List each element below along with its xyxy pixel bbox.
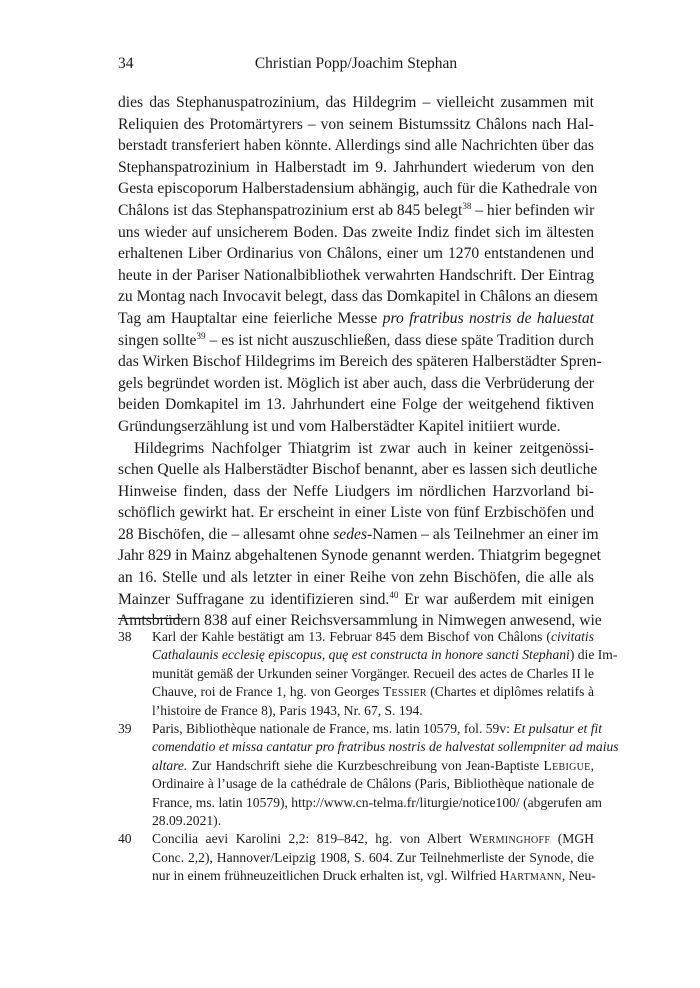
text-segment: -Namen – als Teilnehmer an einer im (367, 525, 599, 543)
text-line: Hildegrims Nachfolger Thiatgrim ist zwar auch in keiner zeitgenössi- (134, 439, 594, 457)
latin-quote: civitatis (550, 629, 594, 644)
latin-quote: altare. (152, 757, 188, 773)
footnote-38 (118, 628, 618, 720)
text-segment: Tag am Hauptaltar eine feierliche Messe (118, 309, 383, 327)
footnote-line (152, 867, 594, 885)
text-segment: Mainzer Suffragane zu identifizieren sind. (118, 590, 390, 608)
text-line: das Wirken Bischof Hildegrims im Bereich des späteren Halberstädter Spren- (118, 353, 602, 371)
text-segment: 28 Bischöfen, die – allesamt ohne (118, 525, 334, 543)
footnote-line: l’histoire de France 8), Paris 1943, Nr. 67, S. 194. (152, 702, 423, 718)
footnote-line (152, 738, 619, 756)
text-segment: – hier befinden wir (471, 201, 595, 219)
footnote-line: Ordinaire à l’usage de la cathédrale de Châlons (Paris, Bibliothèque nationale de (152, 776, 594, 792)
footnote-line (152, 628, 594, 646)
author-name: Tessier (382, 684, 427, 700)
text-segment: Zur Handschrift siehe die Kurzbeschreibung von Jean-Baptiste (187, 757, 544, 773)
author-name: Hartmann (499, 868, 562, 884)
page-header (118, 55, 594, 79)
text-line: an 16. Stelle und als letzter in einer Reihe von zehn Bischöfen, die alle als (118, 569, 594, 587)
footnote-ref-39[interactable]: 39 (196, 330, 206, 341)
footnote-number: 38 (118, 629, 132, 644)
footnote-line[interactable]: France, ms. latin 10579), http://www.cn-telma.fr/liturgie/notice100/ (abgerufen am (152, 794, 602, 810)
footnote-line: munität gemäß der Urkunden seiner Vorgänger. Recueil des actes de Charles II le (152, 665, 594, 681)
footnote-39 (118, 720, 619, 830)
text-line (118, 200, 594, 222)
text-segment: (Chartes et diplômes relatifs à (426, 684, 594, 700)
footnote-line (152, 683, 594, 701)
footnote-line (152, 830, 594, 848)
text-segment: singen sollte (118, 331, 197, 349)
text-line (118, 308, 594, 330)
text-segment: Er war außerdem mit einigen (398, 590, 594, 608)
footnote-line (152, 646, 618, 664)
text-line: Gründungserzählung ist und vom Halberstädter Kapitel initiiert wurde. (118, 417, 561, 435)
paragraph-1 (118, 92, 602, 438)
footnote-line (152, 720, 603, 738)
text-line: Hinweise finden, dass der Neffe Liudgers im nördlichen Harzvorland bi- (118, 482, 594, 500)
text-line: Amtsbrüdern 838 auf einer Reichsversammlung in Nimwegen anwesend, wie (118, 612, 602, 630)
text-segment: , (590, 757, 594, 773)
author-name: Lebigue (543, 757, 591, 773)
latin-quote: pro fratribus nostris de haluestat (382, 309, 594, 327)
latin-quote: comendatio et missa cantatur pro fratribus nostris de halvestat sollempniter ad maius (152, 739, 619, 755)
footnote-number: 40 (118, 831, 132, 847)
text-line: dies das Stephanuspatrozinium, das Hildegrim – vielleicht zusammen mit (118, 94, 594, 111)
footnote-line: 28.09.2021). (152, 813, 222, 829)
text-line: beiden Domkapitel im 13. Jahrhundert eine Folge der weitgehend fiktiven (118, 396, 594, 414)
running-head: Christian Popp/Joachim Stephan (254, 55, 458, 72)
text-segment: ) die Im- (569, 647, 618, 663)
text-segment: Karl der Kahle bestätigt am 13. Februar 845 dem Bischof von Châlons ( (152, 629, 551, 644)
text-line: heute in der Pariser Nationalbibliothek verwahrten Handschrift. Der Eintrag (118, 266, 594, 284)
text-segment: Chauve, roi de France 1, hg. von Georges (152, 684, 383, 700)
text-line: uns wieder auf unsicherem Boden. Das zweite Indiz findet sich im ältesten (118, 223, 594, 241)
page-number: 34 (118, 55, 134, 72)
main-text (118, 92, 602, 632)
text-line (118, 589, 594, 611)
text-segment: nur in einem frühneuzeitlichen Druck erhalten ist, vgl. Wilfried (152, 868, 500, 884)
text-line: berstadt transferiert haben könnte. Allerdings sind alle Nachrichten über das (118, 137, 594, 155)
footnote-ref-40[interactable]: 40 (389, 589, 399, 600)
text-line (118, 330, 594, 352)
footnotes (118, 628, 619, 886)
latin-quote: Et pulsatur et fit (513, 721, 603, 737)
footnote-number: 39 (118, 721, 132, 737)
text-line (118, 524, 599, 546)
footnote-line: Conc. 2,2), Hannover/Leipzig 1908, S. 604. Zur Teilnehmerliste der Synode, die (152, 849, 594, 865)
latin-quote: Cathalaunis ecclesię episcopus, quę est constructa in honore sancti Stephani (152, 647, 570, 663)
text-line: erhaltenen Liber Ordinarius von Châlons, einer um 1270 entstandenen und (118, 245, 594, 263)
text-segment: , Neu- (561, 868, 596, 884)
text-segment: – es ist nicht auszuschließen, dass diese späte Tradition durch (205, 331, 594, 349)
text-line: Stephanspatrozinium in Halberstadt im 9. Jahrhundert wiederum von den (118, 158, 594, 176)
text-segment: Concilia aevi Karolini 2,2: 819–842, hg. von Albert (152, 831, 470, 847)
text-line: schöflich gewirkt hat. Er erscheint in einer Liste von fünf Erzbischöfen und (118, 504, 594, 522)
footnote-ref-38[interactable]: 38 (462, 200, 472, 211)
text-line: gels begründet worden ist. Möglich ist aber auch, dass die Verbrüderung der (118, 374, 594, 392)
text-line: Gesta episcoporum Halberstadensium abhängig, auch für die Kathedrale von (118, 180, 598, 198)
text-line: Reliquien des Protomärtyrers – von seinem Bistumssitz Châlons nach Hal- (118, 115, 594, 133)
text-segment: (MGH (550, 831, 594, 847)
author-name: Werminghoff (469, 831, 551, 847)
text-segment: Châlons ist das Stephanspatrozinium erst ab 845 belegt (118, 201, 463, 219)
text-segment: Paris, Bibliothèque nationale de France, ms. latin 10579, fol. 59v: (152, 721, 514, 737)
footnote-40 (118, 830, 594, 885)
text-line: zu Montag nach Invocavit belegt, dass das Domkapitel in Châlons an diesem (118, 288, 598, 306)
paragraph-2 (118, 438, 602, 632)
text-line: Jahr 829 in Mainz abgehaltenen Synode genannt werden. Thiatgrim begegnet (118, 547, 601, 565)
footnote-line (152, 757, 594, 775)
italic-term: sedes (333, 525, 368, 543)
footnote-separator (118, 618, 181, 619)
text-line: schen Quelle als Halberstädter Bischof benannt, aber es lassen sich deutliche (118, 461, 598, 479)
